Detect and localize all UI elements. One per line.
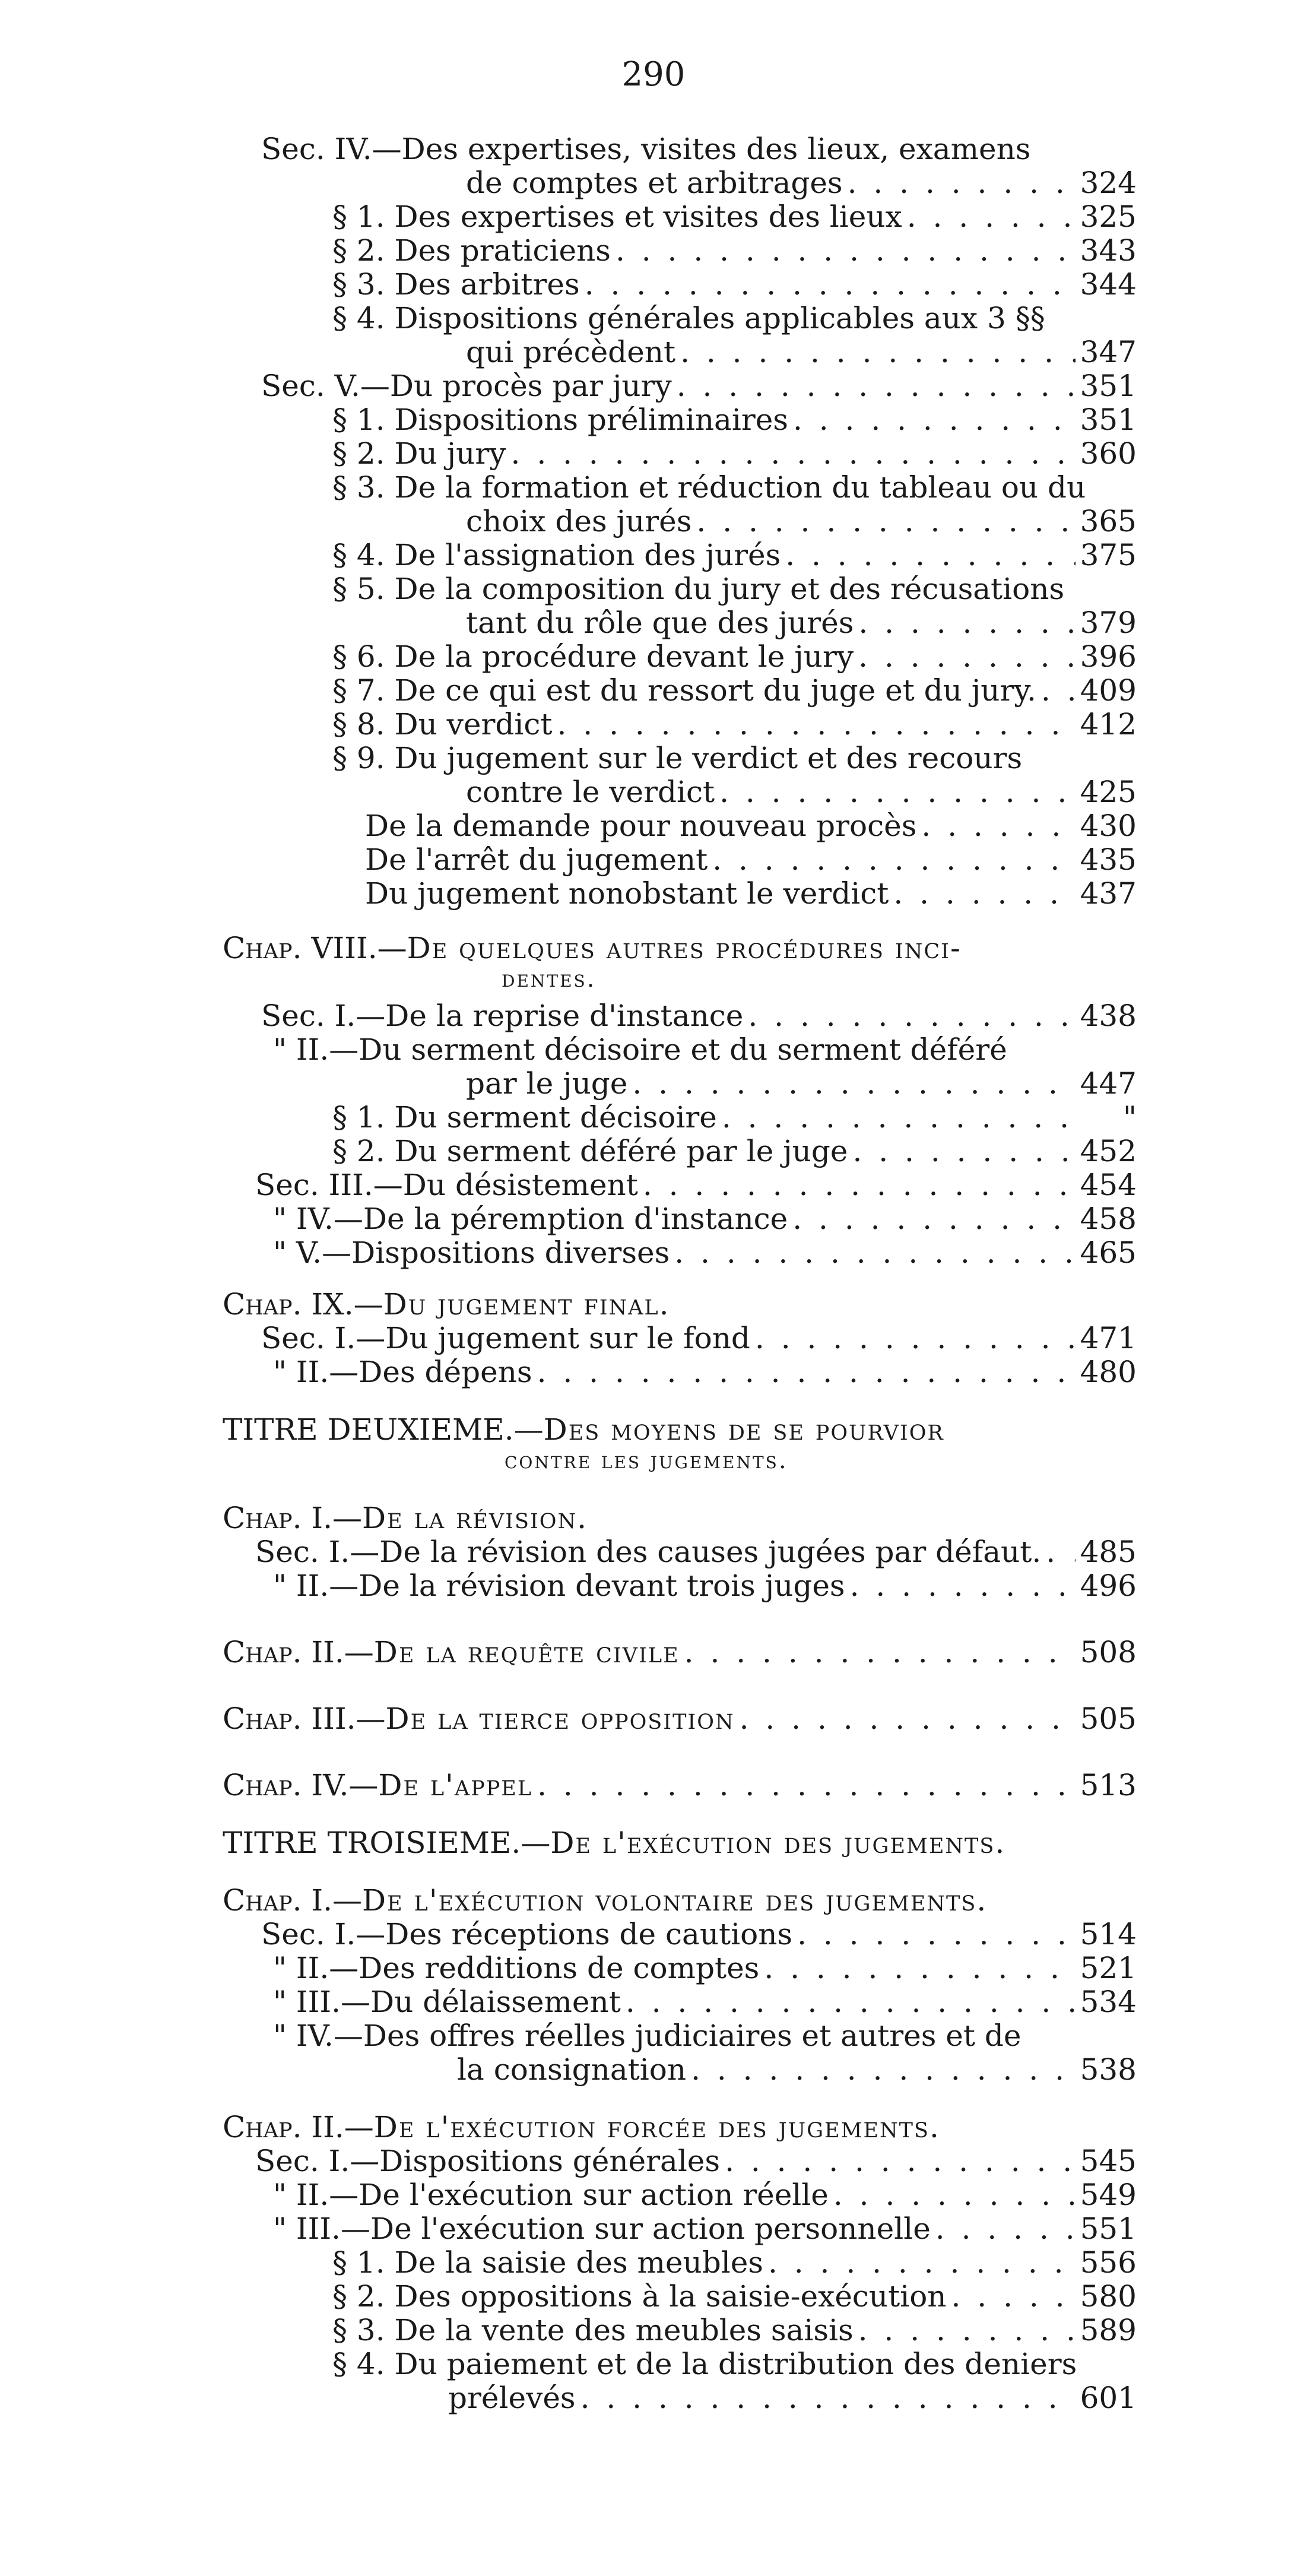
chapter-label: TITRE DEUXIEME.—	[223, 1412, 544, 1447]
page-number: 290	[621, 55, 686, 94]
toc-entry	[332, 2278, 1137, 2315]
toc-entry	[273, 1984, 1137, 2020]
entry-text: § 3. De la vente des meubles saisis	[332, 2313, 854, 2347]
page-ref: 480	[1080, 1355, 1137, 1389]
chapter-label: Chap. VIII.—	[223, 931, 407, 965]
line-text: " IV.—Des offres réelles judiciaires et autres et de	[273, 2019, 1022, 2053]
chapter-title: De l'exécution forcée des jugements.	[373, 2110, 940, 2144]
page-ref: 538	[1080, 2052, 1137, 2087]
toc-line	[332, 571, 1064, 607]
toc-entry	[332, 2312, 1137, 2349]
toc-entry	[365, 807, 1137, 844]
toc-entry	[255, 2143, 1137, 2179]
chapter-label: Chap. II.—	[223, 2110, 374, 2144]
chapter-heading	[223, 2109, 940, 2146]
dot-leader	[580, 2379, 1076, 2416]
toc-entry	[466, 334, 1137, 370]
dot-leader	[511, 435, 1076, 472]
entry-text: " IV.—De la péremption d'instance	[273, 1202, 788, 1236]
page-ref: 471	[1080, 1321, 1137, 1355]
entry-text: qui précèdent	[466, 335, 676, 369]
dot-leader	[935, 2210, 1076, 2247]
page-ref: 454	[1080, 1168, 1137, 1202]
titre-heading	[223, 1411, 944, 1448]
chapter-heading	[223, 1634, 1137, 1671]
page-ref: 580	[1080, 2279, 1137, 2314]
entry-text: De la demande pour nouveau procès	[365, 809, 917, 843]
titre-heading	[223, 1824, 1005, 1861]
entry-text: " III.—Du délaissement	[273, 1985, 621, 2019]
page-ref: 437	[1080, 876, 1137, 911]
entry-text: § 4. De l'assignation des jurés	[332, 538, 781, 572]
chapter-title: De la révision.	[362, 1501, 588, 1535]
entry-text: § 1. De la saisie des meubles	[332, 2245, 763, 2280]
toc-entry	[273, 1200, 1137, 1237]
toc-entry	[261, 1916, 1137, 1953]
toc-entry	[332, 435, 1137, 472]
page-ref: 430	[1080, 809, 1137, 843]
dot-leader	[691, 2051, 1076, 2088]
toc-entry	[332, 638, 1137, 675]
toc-entry	[365, 875, 1137, 912]
toc-entry	[332, 706, 1137, 743]
chapter-label: Chap. I.—	[223, 1501, 363, 1535]
chapter-label: TITRE TROISIEME.—	[223, 1826, 551, 1860]
line-text: " II.—Du serment décisoire et du serment déféré	[273, 1032, 1007, 1067]
dot-leader	[537, 1767, 1075, 1804]
toc-entry	[466, 1065, 1137, 1102]
dot-leader	[626, 1984, 1076, 2020]
entry-text: Sec. I.—Du jugement sur le fond	[261, 1321, 750, 1355]
toc-entry	[273, 2176, 1137, 2213]
dot-leader	[951, 2278, 1076, 2315]
line-text: dentes.	[502, 965, 597, 993]
dot-leader	[674, 1234, 1075, 1271]
page-ref: 324	[1080, 166, 1137, 200]
entry-text: § 2. Du serment déféré par le juge	[332, 1134, 848, 1168]
toc-entry	[332, 198, 1137, 235]
dot-leader	[797, 1916, 1075, 1953]
dot-leader	[696, 503, 1075, 540]
chapter-heading	[223, 1286, 670, 1323]
page-ref: 508	[1080, 1635, 1137, 1669]
entry-text: § 2. Du jury	[332, 436, 506, 471]
page-ref: 396	[1080, 639, 1137, 674]
chapter-title: De l'exécution des jugements.	[550, 1826, 1006, 1860]
page-ref: 513	[1080, 1768, 1137, 1802]
section-heading-cont	[466, 164, 1137, 201]
page-ref: 351	[1080, 369, 1137, 403]
page-ref: 601	[1080, 2381, 1137, 2415]
dot-leader	[643, 1167, 1076, 1203]
dot-leader	[1046, 1533, 1075, 1570]
page-ref: 425	[1080, 775, 1137, 809]
page-ref: 556	[1080, 2245, 1137, 2280]
toc-entry	[365, 841, 1137, 878]
line-text: § 9. Du jugement sur le verdict et des recours	[332, 741, 1023, 775]
entry-text: Sec. I.—Dispositions générales	[255, 2144, 721, 2178]
entry-text: Sec. I.—De la reprise d'instance	[261, 999, 744, 1033]
toc-entry	[261, 997, 1137, 1034]
toc-entry	[448, 2379, 1137, 2416]
toc-line	[332, 2346, 1077, 2382]
dot-leader	[852, 1133, 1075, 1170]
line-text: § 4. Dispositions générales applicables aux 3 §§	[332, 301, 1045, 335]
toc-entry	[332, 1133, 1137, 1170]
toc-entry	[332, 232, 1137, 269]
page-ref: 589	[1080, 2313, 1137, 2347]
line-text: § 3. De la formation et réduction du tableau ou du	[332, 470, 1086, 505]
chapter-heading	[223, 1767, 1137, 1804]
dot-leader	[725, 2143, 1076, 2179]
entry-text: Sec. I.—Des réceptions de cautions	[261, 1917, 793, 1951]
chapter-title: Du jugement final.	[383, 1287, 670, 1322]
chapter-label: Chap. IV.—	[223, 1768, 379, 1802]
dot-leader	[764, 1950, 1075, 1986]
page-ref: 496	[1080, 1569, 1137, 1603]
entry-text: § 6. De la procédure devant le jury	[332, 639, 854, 674]
dot-leader	[793, 401, 1076, 438]
chapter-heading	[223, 1500, 588, 1536]
dot-leader	[748, 997, 1075, 1034]
entry-text: par le juge	[466, 1066, 628, 1101]
toc-entry	[332, 672, 1137, 709]
chapter-label: Chap. III.—	[223, 1702, 386, 1736]
entry-text: " II.—De la révision devant trois juges	[273, 1569, 845, 1603]
entry-text: prélevés	[448, 2381, 576, 2415]
chapter-label: Chap. IX.—	[223, 1287, 383, 1322]
dot-leader	[712, 841, 1075, 878]
chapter-label: Chap. II.—	[223, 1635, 374, 1669]
section-heading	[261, 367, 1137, 404]
chapter-title: De la tierce opposition	[385, 1702, 735, 1736]
page-ref: 375	[1080, 538, 1137, 572]
dot-leader	[684, 1634, 1076, 1671]
chapter-title: De l'appel	[378, 1768, 533, 1802]
toc-line	[332, 300, 1045, 337]
page-ref: 514	[1080, 1917, 1137, 1951]
toc-entry	[261, 1320, 1137, 1357]
dot-leader	[792, 1200, 1075, 1237]
dot-leader	[833, 2176, 1076, 2213]
page-ref: 325	[1080, 199, 1137, 234]
entry-text: " II.—Des dépens	[273, 1355, 532, 1389]
page-ref: 365	[1080, 504, 1137, 538]
dot-leader	[537, 1354, 1076, 1390]
toc-line	[273, 1031, 1007, 1068]
dot-leader	[1041, 672, 1076, 709]
toc-entry	[332, 2244, 1137, 2281]
chapter-title: De quelques autres procédures inci-	[407, 931, 962, 965]
entry-text: " II.—De l'exécution sur action réelle	[273, 2178, 829, 2212]
toc-entry	[273, 2210, 1137, 2247]
chapter-heading-cont	[502, 964, 596, 994]
page-ref: "	[1123, 1100, 1137, 1135]
line-text: contre les jugements.	[505, 1447, 788, 1474]
page-ref: 465	[1080, 1235, 1137, 1270]
entry-text: Sec. III.—Du désistement	[255, 1168, 638, 1202]
page-ref: 344	[1080, 267, 1137, 302]
dot-leader	[785, 537, 1075, 573]
page-ref: 551	[1080, 2211, 1137, 2246]
entry-text: § 2. Des oppositions à la saisie-exécution	[332, 2279, 947, 2314]
page-ref: 534	[1080, 1985, 1137, 2019]
page-ref: 549	[1080, 2178, 1137, 2212]
toc-entry	[332, 1099, 1137, 1136]
dot-leader	[907, 198, 1076, 235]
entry-text: " III.—De l'exécution sur action personnelle	[273, 2211, 931, 2246]
page-ref: 485	[1080, 1535, 1137, 1569]
toc-entry	[332, 537, 1137, 573]
page-ref: 438	[1080, 999, 1137, 1033]
toc-entry	[273, 1567, 1137, 1604]
entry-text: " II.—Des redditions de comptes	[273, 1951, 760, 1985]
page-ref: 351	[1080, 403, 1137, 437]
page-ref: 343	[1080, 233, 1137, 268]
page-ref: 435	[1080, 842, 1137, 877]
toc-entry	[466, 503, 1137, 540]
toc-entry	[332, 401, 1137, 438]
dot-leader	[632, 1065, 1075, 1102]
dot-leader	[858, 2312, 1076, 2349]
entry-text: § 1. Des expertises et visites des lieux	[332, 199, 902, 234]
section-heading	[261, 131, 1030, 167]
entry-text: la consignation	[457, 2052, 687, 2087]
toc-line	[273, 2017, 1021, 2054]
entry-text: § 1. Dispositions préliminaires	[332, 403, 788, 437]
toc-entry	[255, 1533, 1137, 1570]
toc-entry	[466, 604, 1137, 641]
toc-line	[332, 469, 1086, 506]
page-ref: 521	[1080, 1951, 1137, 1985]
chapter-title: De l'exécution volontaire des jugements.	[362, 1883, 988, 1918]
entry-text: Sec. V.—Du procès par jury	[261, 369, 672, 403]
dot-leader	[921, 807, 1075, 844]
page-ref: 360	[1080, 436, 1137, 471]
entry-text: Sec. I.—De la révision des causes jugées par défaut.	[255, 1535, 1042, 1569]
entry-text: § 7. De ce qui est du ressort du juge et du jury.	[332, 673, 1036, 708]
entry-text: § 1. Du serment décisoire	[332, 1100, 717, 1135]
entry-text: contre le verdict	[466, 775, 715, 809]
dot-leader	[858, 638, 1075, 675]
entry-text: " V.—Dispositions diverses	[273, 1235, 670, 1270]
dot-leader	[768, 2244, 1076, 2281]
entry-text: § 2. Des praticiens	[332, 233, 611, 268]
dot-leader	[677, 367, 1076, 404]
chapter-heading	[223, 1700, 1137, 1737]
toc-entry	[457, 2051, 1137, 2088]
toc-entry	[466, 774, 1137, 810]
page-ref: 452	[1080, 1134, 1137, 1168]
dot-leader	[719, 774, 1075, 810]
dot-leader	[755, 1320, 1076, 1357]
chapter-label: Chap. I.—	[223, 1883, 363, 1918]
dot-leader	[616, 232, 1076, 269]
chapter-heading	[223, 1882, 987, 1919]
entry-text: tant du rôle que des jurés	[466, 606, 854, 640]
dot-leader	[740, 1700, 1076, 1737]
dot-leader	[858, 604, 1075, 641]
toc-entry	[273, 1950, 1137, 1986]
page-ref: 505	[1080, 1702, 1137, 1736]
dot-leader	[585, 266, 1076, 303]
page-ref: 412	[1080, 707, 1137, 742]
page-ref: 458	[1080, 1202, 1137, 1236]
entry-text: De l'arrêt du jugement	[365, 842, 708, 877]
line-text: § 4. Du paiement et de la distribution des deniers	[332, 2347, 1077, 2381]
line-text: Sec. IV.—Des expertises, visites des lieux, examens	[261, 132, 1031, 166]
entry-text: § 8. Du verdict	[332, 707, 553, 742]
chapter-title: Des moyens de se pourvior	[543, 1412, 944, 1447]
dot-leader	[680, 334, 1075, 370]
titre-heading-cont	[505, 1445, 788, 1476]
page-ref: 545	[1080, 2144, 1137, 2178]
page-ref: 447	[1080, 1066, 1137, 1101]
dot-leader	[722, 1099, 1084, 1136]
dot-leader	[850, 1567, 1076, 1604]
entry-text: § 3. Des arbitres	[332, 267, 580, 302]
entry-text: de comptes et arbitrages	[466, 166, 843, 200]
toc-entry	[255, 1167, 1137, 1203]
chapter-heading	[223, 930, 962, 967]
chapter-title: De la requête civile	[373, 1635, 680, 1669]
toc-line	[332, 740, 1022, 777]
entry-text: choix des jurés	[466, 504, 692, 538]
entry-text: Du jugement nonobstant le verdict	[365, 876, 889, 911]
dot-leader	[557, 706, 1076, 743]
line-text: § 5. De la composition du jury et des récusations	[332, 572, 1065, 606]
page-ref: 409	[1080, 673, 1137, 708]
toc-entry	[273, 1234, 1137, 1271]
toc-entry	[332, 266, 1137, 303]
dot-leader	[893, 875, 1075, 912]
dot-leader	[848, 164, 1076, 201]
page-ref: 379	[1080, 606, 1137, 640]
page-ref: 347	[1080, 335, 1137, 369]
toc-entry	[273, 1354, 1137, 1390]
